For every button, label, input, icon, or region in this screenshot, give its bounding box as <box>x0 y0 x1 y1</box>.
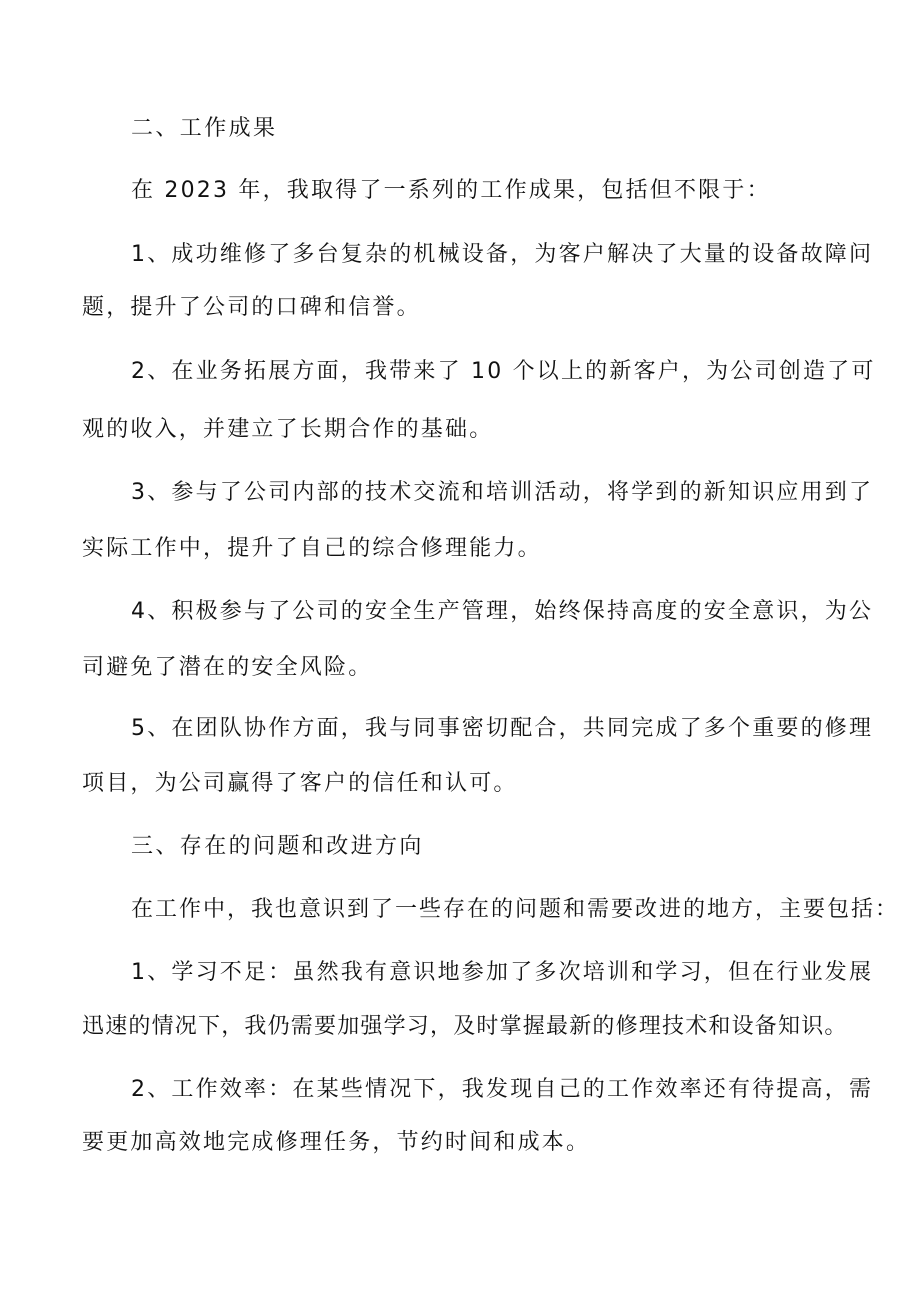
achievement-item-1-line-1: 1、成功维修了多台复杂的机械设备，为客户解决了大量的设备故障问 <box>131 242 874 267</box>
achievement-item-4-line-1: 4、积极参与了公司的安全生产管理，始终保持高度的安全意识，为公 <box>131 599 874 624</box>
problems-intro: 在工作中，我也意识到了一些存在的问题和需要改进的地方，主要包括： <box>131 897 900 922</box>
achievement-item-2-line-1: 2、在业务拓展方面，我带来了 10 个以上的新客户，为公司创造了可 <box>131 359 876 384</box>
problem-item-1-line-2: 迅速的情况下，我仍需要加强学习，及时掌握最新的修理技术和设备知识。 <box>82 1014 848 1039</box>
problem-item-2-line-2: 要更加高效地完成修理任务，节约时间和成本。 <box>82 1130 591 1155</box>
achievement-item-3-line-2: 实际工作中，提升了自己的综合修理能力。 <box>82 536 542 561</box>
achievement-item-2-line-2: 观的收入，并建立了长期合作的基础。 <box>82 417 494 442</box>
achievement-item-3-line-1: 3、参与了公司内部的技术交流和培训活动，将学到的新知识应用到了 <box>131 480 874 505</box>
achievement-item-5-line-1: 5、在团队协作方面，我与同事密切配合，共同完成了多个重要的修理 <box>131 716 874 741</box>
section-heading-problems: 三、存在的问题和改进方向 <box>131 834 424 859</box>
achievement-item-5-line-2: 项目，为公司赢得了客户的信任和认可。 <box>82 771 518 796</box>
achievement-item-4-line-2: 司避免了潜在的安全风险。 <box>82 655 373 680</box>
section-heading-achievements: 二、工作成果 <box>131 116 278 141</box>
achievements-intro: 在 2023 年，我取得了一系列的工作成果，包括但不限于： <box>131 178 771 203</box>
achievement-item-1-line-2: 题，提升了公司的口碑和信誉。 <box>82 295 421 320</box>
problem-item-1-line-1: 1、学习不足：虽然我有意识地参加了多次培训和学习，但在行业发展 <box>131 960 874 985</box>
problem-item-2-line-1: 2、工作效率：在某些情况下，我发现自己的工作效率还有待提高，需 <box>131 1077 874 1102</box>
